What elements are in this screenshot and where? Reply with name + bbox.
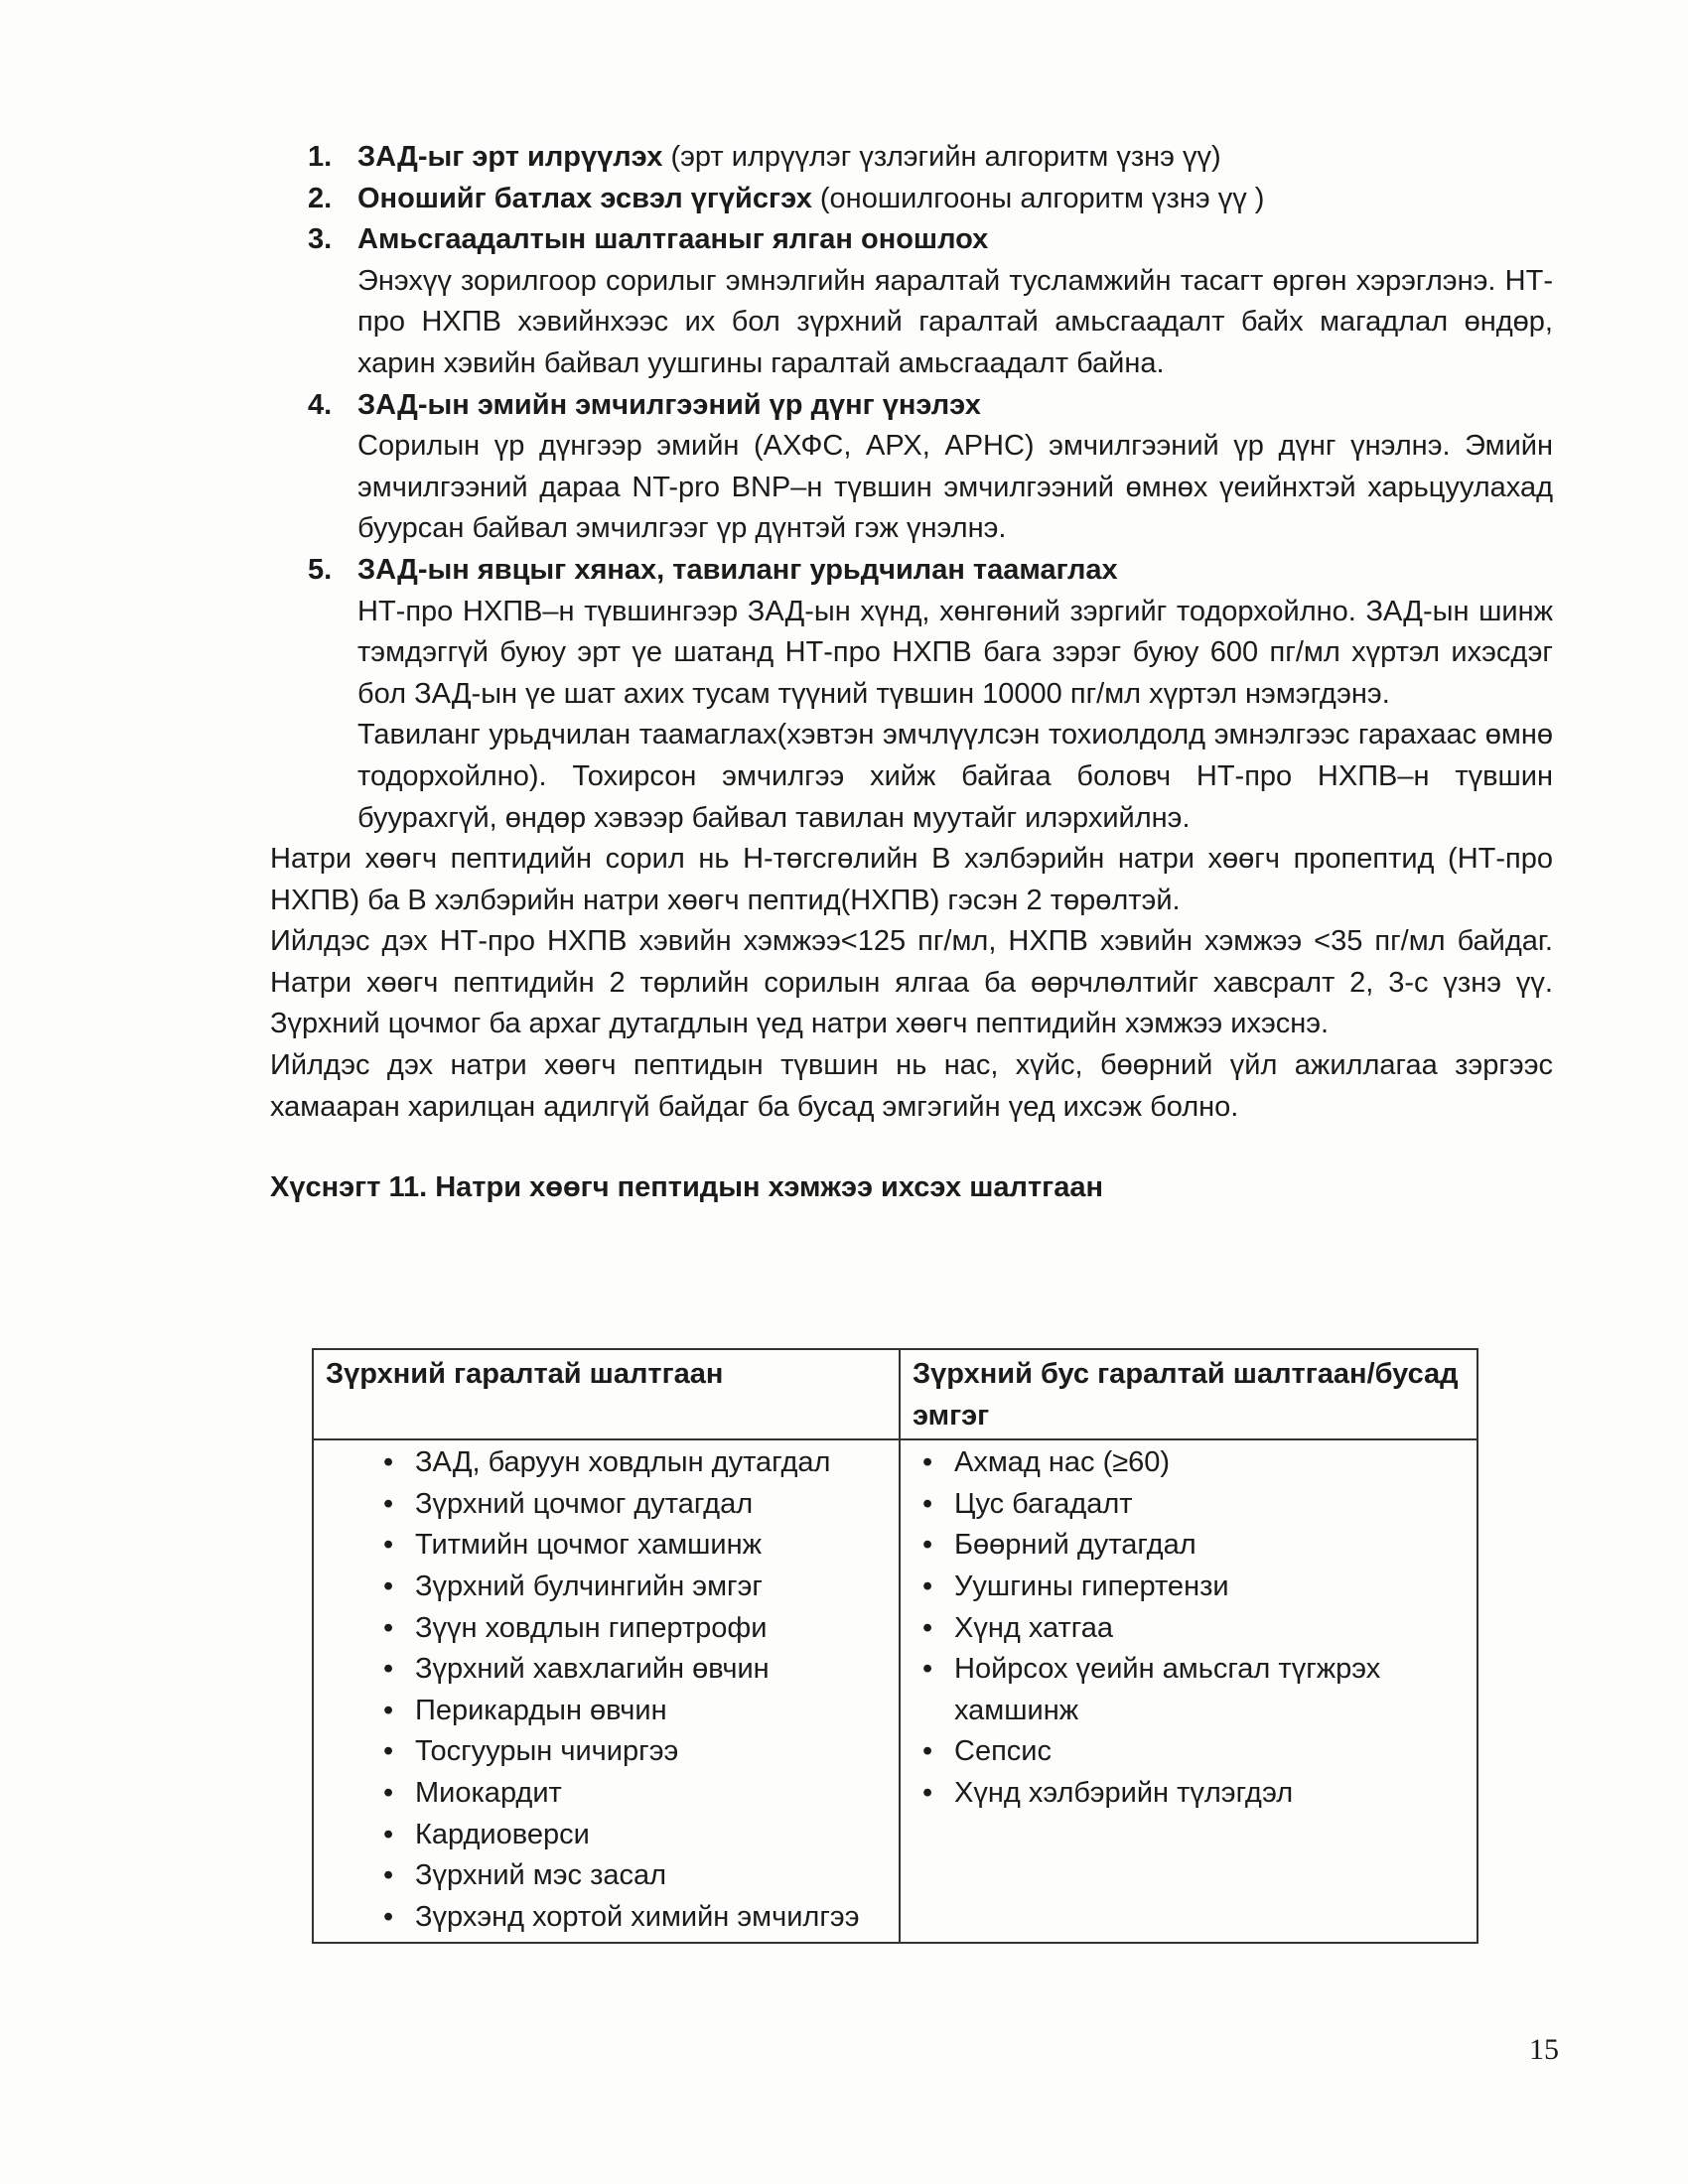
list-heading-note: (эрт илрүүлэг үзлэгийн алгоритм үзнэ үү) xyxy=(662,141,1221,173)
list-item: • Зүрхний хавхлагийн өвчин xyxy=(326,1649,887,1691)
list-item: • Нойрсох үеийн амьсгал түгжрэх хамшинж xyxy=(913,1649,1465,1731)
body-paragraph: Натри хөөгч пептидийн сорил нь Н-төгсгөлийн В хэлбэрийн натри хөөгч пропептид (НТ-про НХПВ) ба В хэлбэрийн натри хөөгч пептид(НХПВ) гэсэн 2 төрөлтэй. xyxy=(270,843,1553,916)
list-item xyxy=(270,219,1553,384)
table-caption: Хүснэгт 11. Натри хөөгч пептидын хэмжээ ихсэх шалтгаан xyxy=(270,1171,1104,1204)
list-item: • Зүрхний мэс засал xyxy=(326,1855,887,1897)
body-paragraph: Ийлдэс дэх натри хөөгч пептидын түвшин нь нас, хүйс, бөөрний үйл ажиллагаа зэргээс хамааран харилцан адилгүй байдаг ба бусад эмгэгийн үед ихсэж болно. xyxy=(270,1049,1553,1123)
list-item: • Зүүн ховдлын гипертрофи xyxy=(326,1608,887,1650)
list-item: • ЗАД, баруун ховдлын дутагдал xyxy=(326,1442,887,1484)
list-item: • Сепсис xyxy=(913,1731,1465,1773)
list-item-body: Тавиланг урьдчилан таамаглах(хэвтэн эмчлүүлсэн тохиолдолд эмнэлгээс гарахаас өмнө тодорхойлно). Тохирсон эмчилгээ хийж байгаа боловч НТ-про НХПВ–н түвшин буурахгүй, өндөр хэвээр байвал тавилан муутайг илэрхийлнэ. xyxy=(357,719,1553,834)
list-item xyxy=(270,550,1553,839)
list-item: • Уушгины гипертензи xyxy=(913,1567,1465,1608)
noncardiac-causes-list xyxy=(913,1442,1465,1814)
list-item: • Перикардын өвчин xyxy=(326,1691,887,1732)
cardiac-causes-list xyxy=(326,1442,887,1938)
list-item xyxy=(270,385,1553,550)
causes-table xyxy=(312,1348,1478,1944)
list-item: • Ахмад нас (≥60) xyxy=(913,1442,1465,1484)
list-heading: Оношийг батлах эсвэл үгүйсгэх xyxy=(357,182,812,214)
body-paragraph: Ийлдэс дэх НТ-про НХПВ хэвийн хэмжээ<125 пг/мл, НХПВ хэвийн хэмжээ <35 пг/мл байдаг. Натри хөөгч пептидийн 2 төрлийн сорилын ялгаа ба өөрчлөлтийг хавсралт 2, 3-с үзнэ үү. Зүрхний цочмог ба архаг дутагдлын үед натри хөөгч пептидийн хэмжээ ихэснэ. xyxy=(270,925,1553,1040)
list-item: • Титмийн цочмог хамшинж xyxy=(326,1525,887,1567)
list-item: • Бөөрний дутагдал xyxy=(913,1525,1465,1567)
table-header-cardiac: Зүрхний гаралтай шалтгаан xyxy=(313,1349,900,1439)
list-number: 4. xyxy=(308,388,333,421)
list-item: • Кардиоверси xyxy=(326,1815,887,1856)
list-heading: ЗАД-ын явцыг хянах, тавиланг урьдчилан таамаглах xyxy=(357,553,1118,586)
list-item: • Цус багадалт xyxy=(913,1484,1465,1526)
list-heading: ЗАД-ыг эрт илрүүлэх xyxy=(357,141,663,173)
list-item: • Зүрхний цочмог дутагдал xyxy=(326,1484,887,1526)
list-item: • Хүнд хэлбэрийн түлэгдэл xyxy=(913,1773,1465,1815)
cardiac-causes-cell xyxy=(313,1439,900,1943)
list-item-body: НТ-про НХПВ–н түвшингээр ЗАД-ын хүнд, хөнгөний зэргийг тодорхойлно. ЗАД-ын шинж тэмдэггүй буюу эрт үе шатанд НТ-про НХПВ бага зэрэг буюу 600 пг/мл хүртэл ихэсдэг бол ЗАД-ын үе шат ахих тусам түүний түвшин 10000 пг/мл хүртэл нэмэгдэнэ. xyxy=(357,595,1553,710)
list-item: • Тосгуурын чичиргээ xyxy=(326,1731,887,1773)
list-heading-note: (оношилгооны алгоритм үзнэ үү ) xyxy=(811,182,1265,214)
list-number: 5. xyxy=(308,553,333,586)
list-number: 3. xyxy=(308,223,333,256)
list-item xyxy=(270,179,1553,220)
page-content xyxy=(270,137,1553,1209)
list-item: • Хүнд хатгаа xyxy=(913,1608,1465,1650)
list-item: • Зүрхэнд хортой химийн эмчилгээ xyxy=(326,1897,887,1939)
list-heading: ЗАД-ын эмийн эмчилгээний үр дүнг үнэлэх xyxy=(357,388,981,421)
list-item-body: Сорилын үр дүнгээр эмийн (АХФС, АРХ, АРНС) эмчилгээний үр дүнг үнэлнэ. Эмийн эмчилгээний дараа NT-pro BNP–н түвшин эмчилгээний өмнөх үеийнхтэй харьцуулахад буурсан байвал эмчилгээг үр дүнтэй гэж үнэлнэ. xyxy=(357,430,1553,545)
noncardiac-causes-cell xyxy=(900,1439,1477,1943)
list-item: • Зүрхний булчингийн эмгэг xyxy=(326,1567,887,1608)
list-item-body: Энэхүү зорилгоор сорилыг эмнэлгийн яаралтай тусламжийн тасагт өргөн хэрэглэнэ. НТ-про НХПВ хэвийнхээс их бол зүрхний гаралтай амьсгаадалт байх магадлал өндөр, харин хэвийн байвал уушгины гаралтай амьсгаадалт байна. xyxy=(357,264,1553,379)
table-header-noncardiac: Зүрхний бус гаралтай шалтгаан/бусад эмгэг xyxy=(900,1349,1477,1439)
numbered-list xyxy=(270,137,1553,839)
list-number: 1. xyxy=(308,141,333,173)
page-number: 15 xyxy=(1529,2033,1559,2066)
list-item: • Миокардит xyxy=(326,1773,887,1815)
list-item xyxy=(270,137,1553,179)
list-number: 2. xyxy=(308,182,333,214)
list-heading: Амьсгаадалтын шалтгааныг ялган оношлох xyxy=(357,223,989,256)
